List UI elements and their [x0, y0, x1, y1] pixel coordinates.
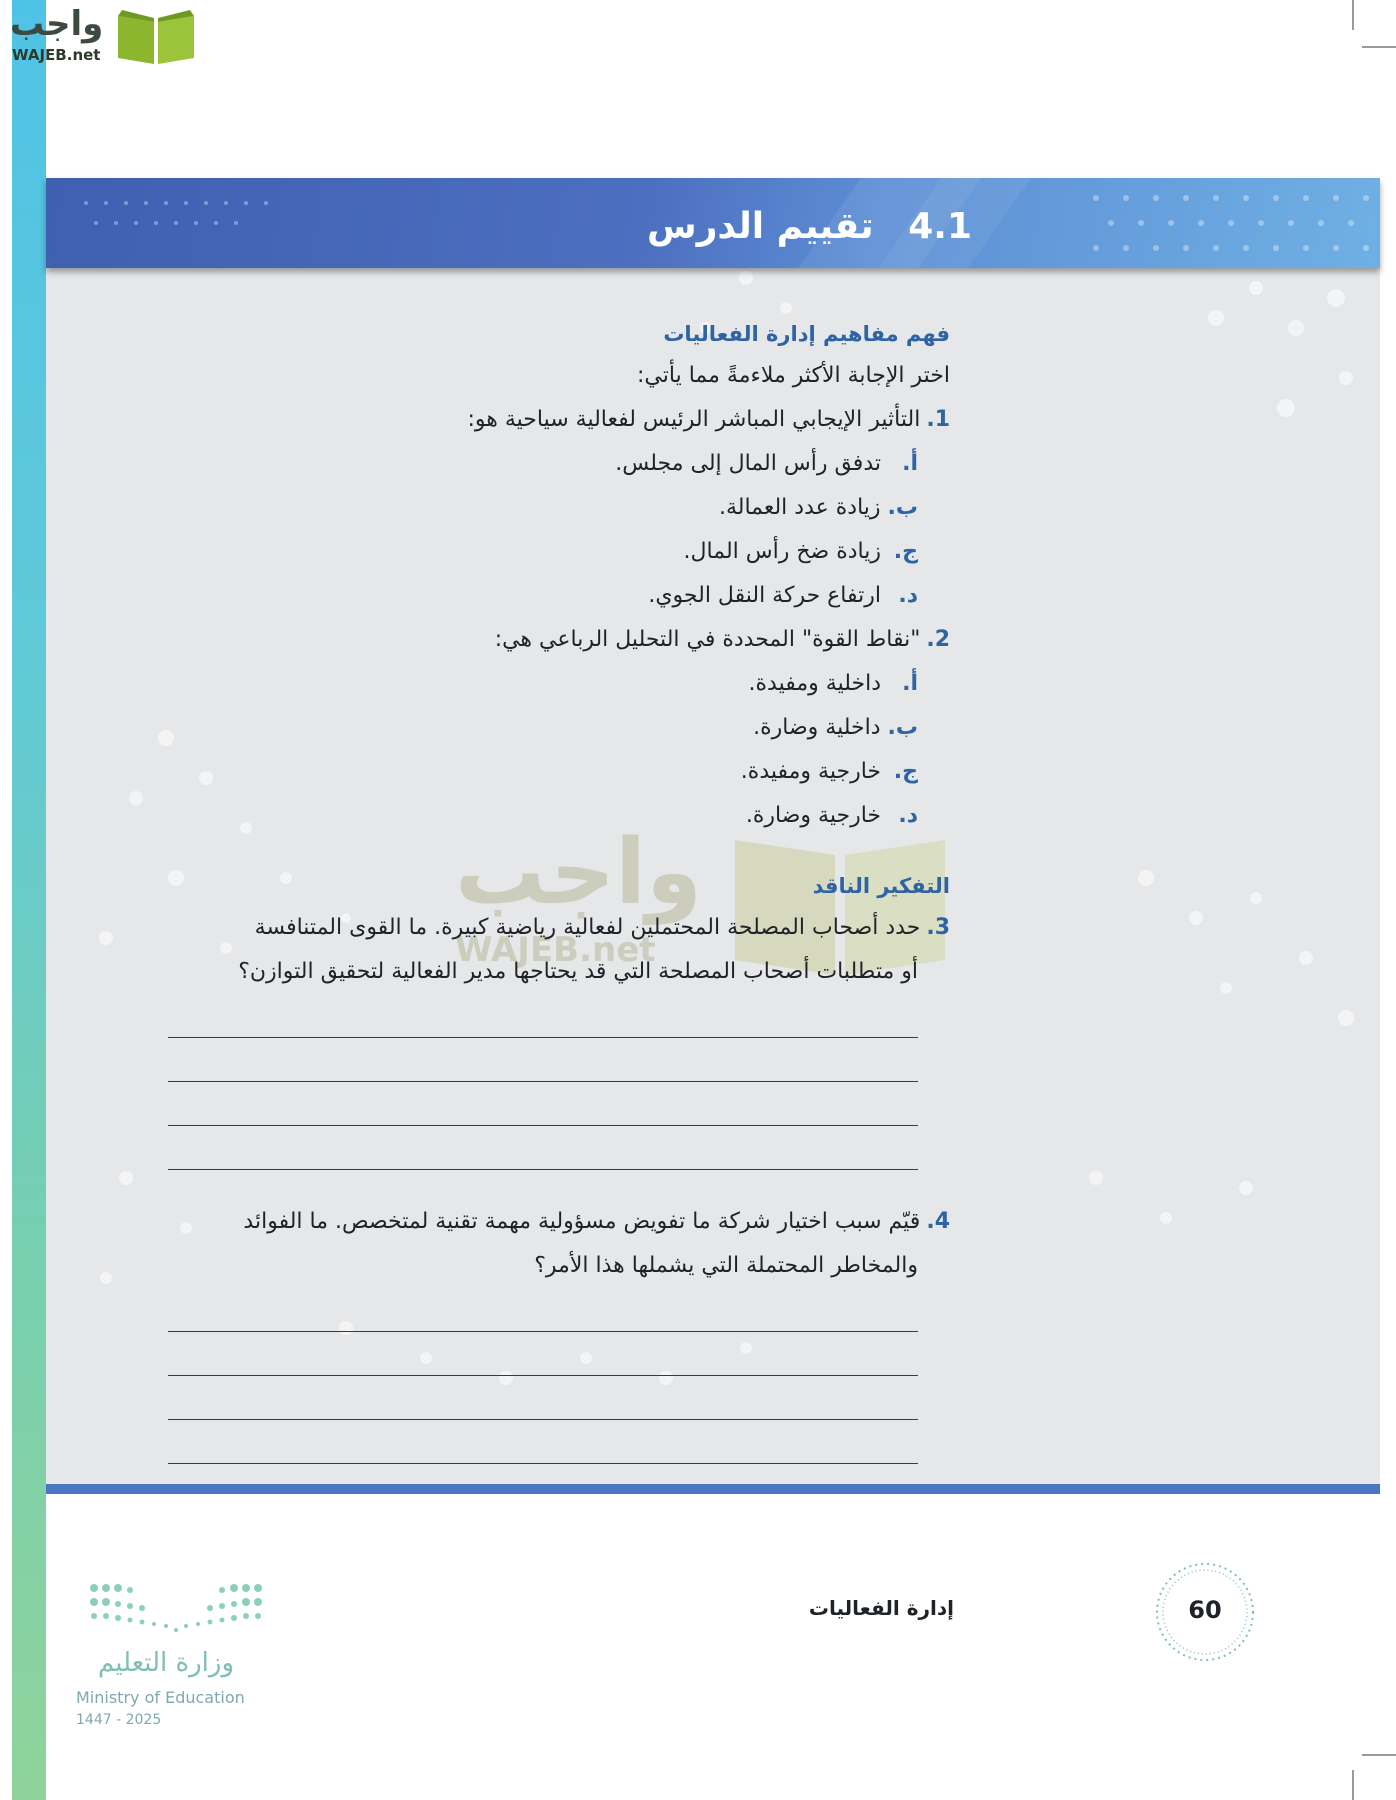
question-1-option-b[interactable]	[170, 486, 950, 530]
watermark-text-ar: واجب	[455, 820, 702, 925]
ministry-dots-emblem	[86, 1578, 266, 1642]
question-2-option-b[interactable]	[170, 706, 950, 750]
instruction-text: اختر الإجابة الأكثر ملاءمةً مما يأتي:	[637, 363, 950, 388]
answer-line[interactable]	[168, 1288, 918, 1332]
question-1-option-c[interactable]	[170, 530, 950, 574]
ministry-name-en: Ministry of Education	[76, 1688, 245, 1707]
open-book-icon	[114, 6, 198, 66]
crop-mark	[1352, 1770, 1354, 1800]
question-2-option-c[interactable]	[170, 750, 950, 794]
option-letter: د.	[898, 583, 918, 608]
option-text: ارتفاع حركة النقل الجوي.	[648, 583, 881, 608]
question-1-option-d[interactable]	[170, 574, 950, 618]
option-letter: أ.	[902, 451, 918, 476]
question-number: 3.	[926, 915, 950, 940]
question-2-option-a[interactable]	[170, 662, 950, 706]
lesson-number: 4.1	[908, 206, 972, 247]
assessment-content	[170, 314, 950, 1464]
section-heading-critical-thinking: التفكير الناقد	[812, 874, 950, 898]
logo-brand-en: WAJEB.net	[12, 46, 101, 64]
question-4	[170, 1200, 950, 1244]
question-number: 2.	[926, 627, 950, 652]
logo-brand-ar: واجب	[10, 4, 104, 44]
book-title: إدارة الفعاليات	[808, 1596, 954, 1620]
question-text-line1: حدد أصحاب المصلحة المحتملين لفعالية رياضية كبيرة. ما القوى المتنافسة	[254, 915, 921, 940]
answer-line[interactable]	[168, 1038, 918, 1082]
page-number: 60	[1188, 1596, 1222, 1624]
answer-line[interactable]	[168, 1082, 918, 1126]
option-text: خارجية وضارة.	[745, 803, 881, 828]
question-1-option-a[interactable]	[170, 442, 950, 486]
option-text: زيادة عدد العمالة.	[718, 495, 881, 520]
option-text: زيادة ضخ رأس المال.	[683, 539, 881, 564]
question-number: 1.	[926, 407, 950, 432]
question-text: "نقاط القوة" المحددة في التحليل الرباعي هي:	[494, 627, 921, 652]
option-letter: ج.	[893, 539, 918, 564]
question-number: 4.	[926, 1209, 950, 1234]
crop-mark	[1362, 1754, 1396, 1756]
answer-line[interactable]	[168, 1126, 918, 1170]
question-2-option-d[interactable]	[170, 794, 950, 838]
lesson-title-text: تقييم الدرس	[647, 206, 874, 247]
option-text: خارجية ومفيدة.	[740, 759, 881, 784]
question-text-line2: أو متطلبات أصحاب المصلحة التي قد يحتاجها مدير الفعالية لتحقيق التوازن؟	[238, 959, 918, 984]
lesson-title	[647, 206, 972, 247]
question-2	[170, 618, 950, 662]
option-text: داخلية وضارة.	[753, 715, 881, 740]
crop-mark	[1352, 0, 1354, 30]
option-letter: ب.	[887, 495, 918, 520]
ministry-name-ar: وزارة التعليم	[97, 1648, 235, 1678]
question-3	[170, 906, 950, 950]
option-letter: د.	[898, 803, 918, 828]
option-letter: ب.	[887, 715, 918, 740]
watermark-text-en: WAJEB.net	[455, 930, 656, 970]
wajeb-logo[interactable]	[10, 4, 190, 66]
answer-line[interactable]	[168, 1376, 918, 1420]
option-letter: ج.	[893, 759, 918, 784]
answer-line[interactable]	[168, 1332, 918, 1376]
crop-mark	[1362, 46, 1396, 48]
option-text: تدفق رأس المال إلى مجلس.	[615, 451, 881, 476]
question-text-line2: والمخاطر المحتملة التي يشملها هذا الأمر؟	[534, 1253, 918, 1278]
ministry-year: 2025 - 1447	[76, 1712, 162, 1728]
question-text-line1: قيّم سبب اختيار شركة ما تفويض مسؤولية مهمة تقنية لمتخصص. ما الفوائد	[243, 1209, 921, 1234]
option-text: داخلية ومفيدة.	[748, 671, 881, 696]
question-text: التأثير الإيجابي المباشر الرئيس لفعالية سياحية هو:	[467, 407, 921, 432]
question-1	[170, 398, 950, 442]
answer-line[interactable]	[168, 1420, 918, 1464]
ministry-logo	[76, 1578, 266, 1728]
left-color-strip	[12, 0, 46, 1800]
option-letter: أ.	[902, 671, 918, 696]
panel-bottom-bar	[46, 1484, 1380, 1494]
section-heading-concepts: فهم مفاهيم إدارة الفعاليات	[663, 322, 950, 346]
answer-line[interactable]	[168, 994, 918, 1038]
